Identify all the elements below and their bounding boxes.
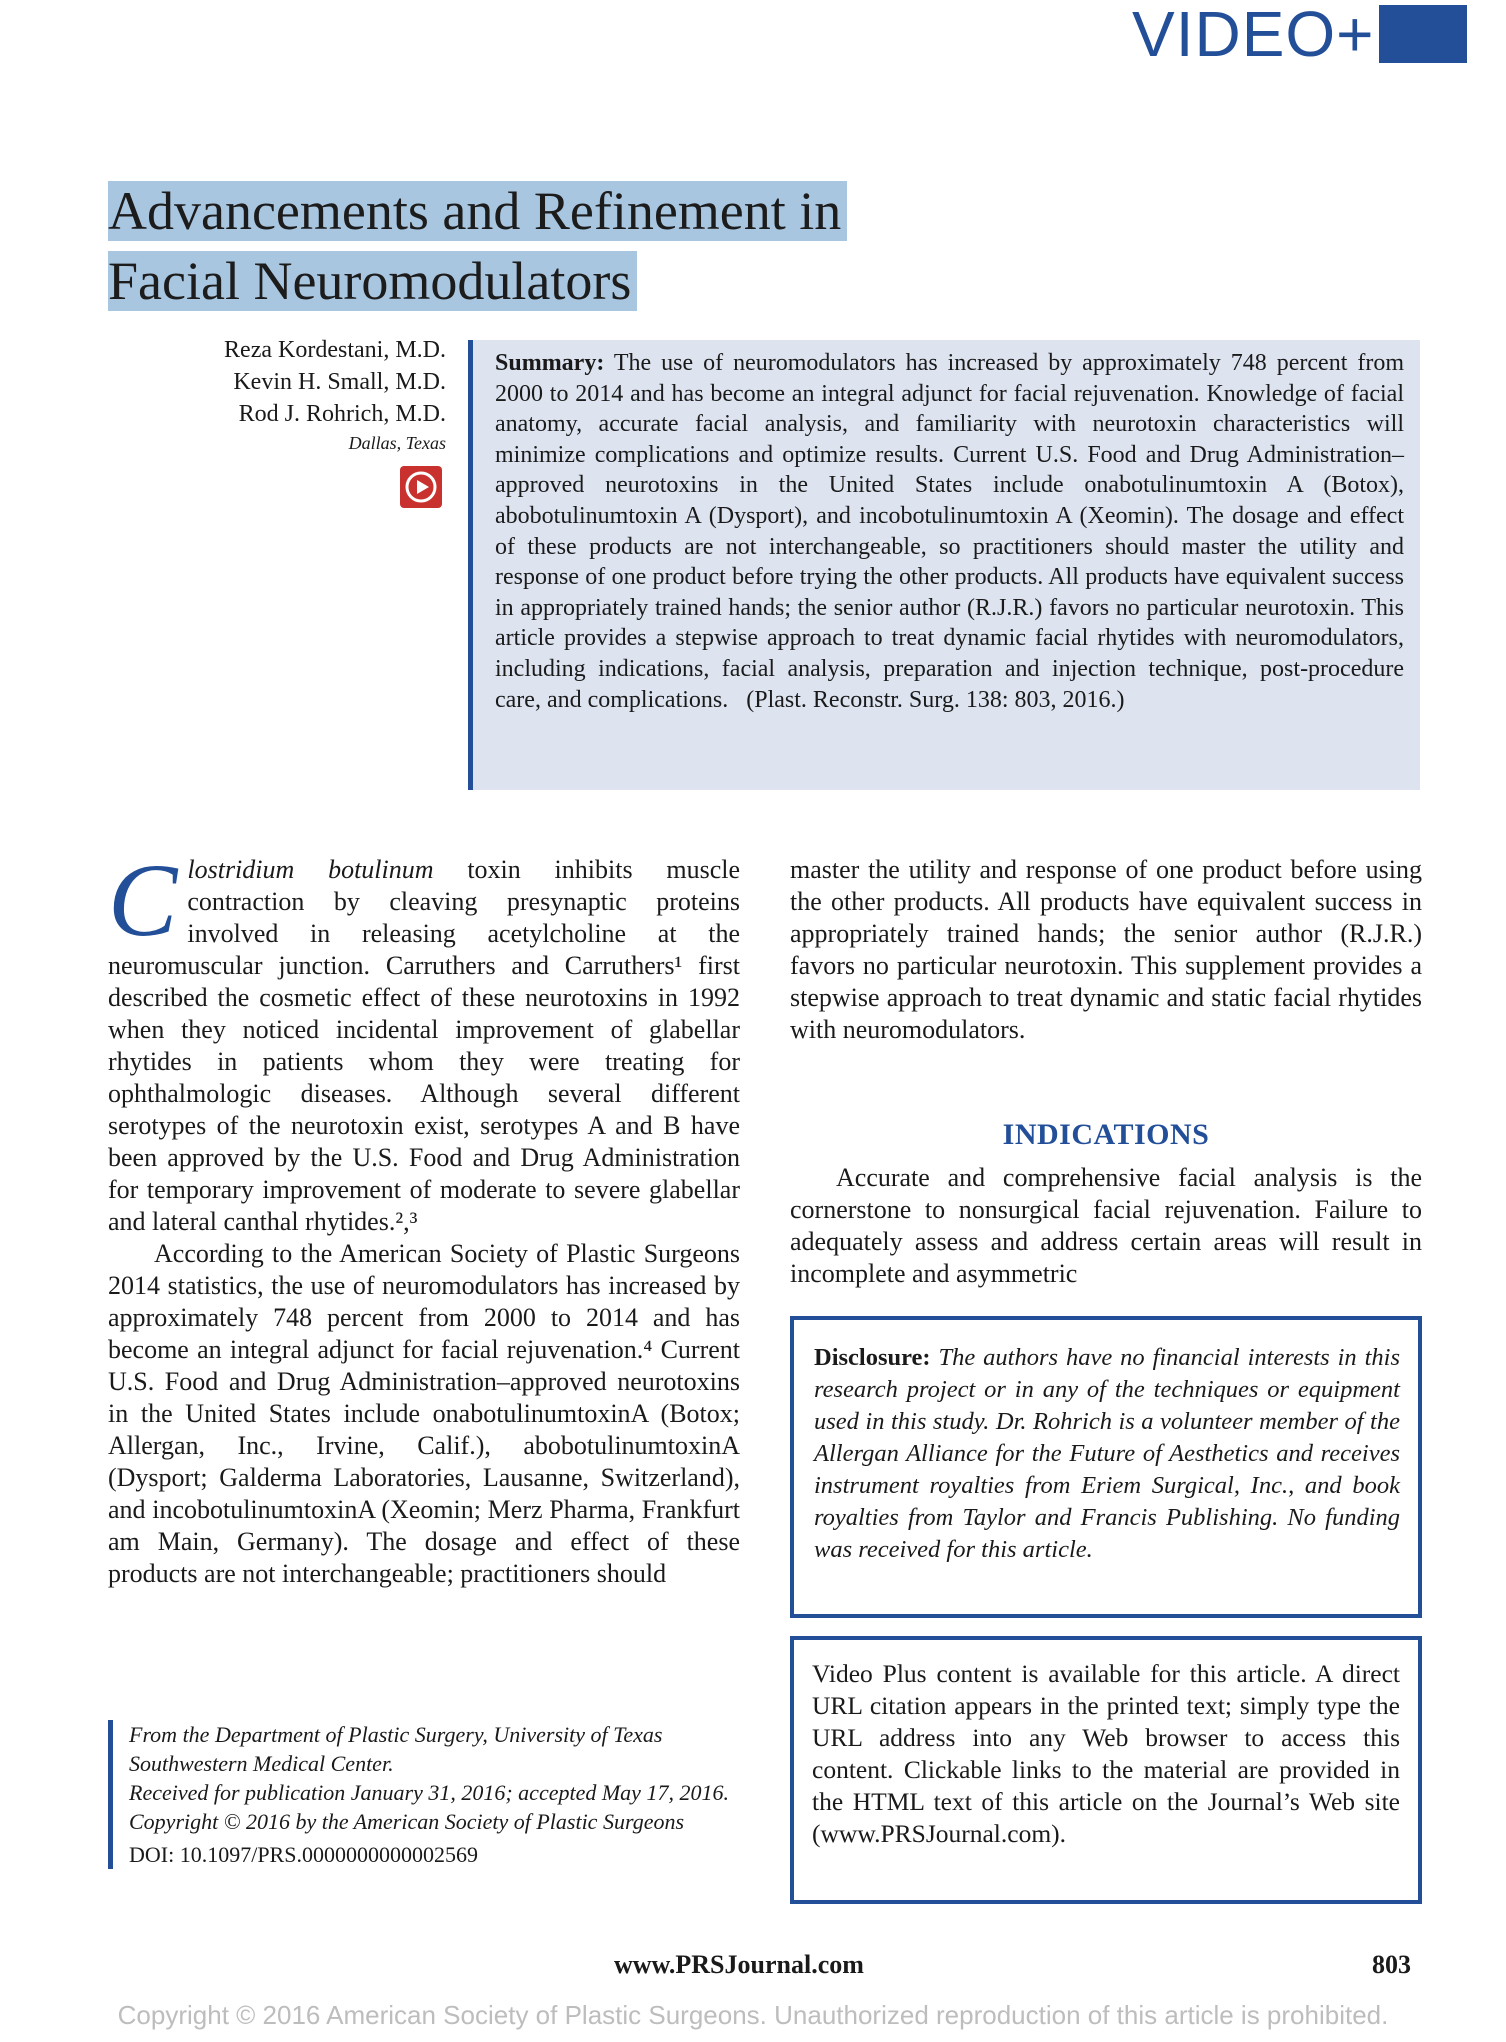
video-plus-text: Video Plus content is available for this article. A direct URL citation appears in the printed text; simply type the URL address into any Web browser to access this content. Clickable links to the material are provided in the HTML text of this article on the Journal’s Web site (www.PRSJournal.com). [812, 1659, 1400, 1848]
author-location: Dallas, Texas [348, 433, 446, 453]
affiliation-footnote [108, 1720, 748, 1869]
paragraph: Accurate and comprehensive facial analysis is the cornerstone to nonsurgical facial rejuvenation. Failure to adequately assess and address certain areas will result in incomplete and asymmetric [790, 1163, 1422, 1288]
title-line-1: Advancements and Refinement in [108, 181, 847, 241]
summary-label: Summary: [495, 350, 605, 376]
summary-citation: (Plast. Reconstr. Surg. 138: 803, 2016.) [746, 686, 1125, 713]
author-name: Reza Kordestani, M.D. [224, 337, 446, 363]
title-line-2: Facial Neuromodulators [108, 251, 637, 311]
author-list [140, 334, 446, 456]
summary-text [473, 340, 1420, 715]
video-plus-badge [1132, 0, 1467, 70]
copyright-notice: Copyright © 2016 American Society of Plastic Surgeons. Unauthorized reproduction of this article is prohibited. [117, 2000, 1389, 2030]
drop-cap: C [108, 843, 178, 958]
journal-url[interactable]: www.PRSJournal.com [614, 1950, 864, 1979]
disclosure-text [794, 1320, 1418, 1566]
affiliation-copyright: Copyright © 2016 by the American Society of Plastic Surgeons [129, 1809, 685, 1834]
summary-body: The use of neuromodulators has increased by approximately 748 percent from 2000 to 2014 and has become an integral adjunct for facial rejuvenation. Knowledge of facial anatomy, accurate facial analysis, and familiarity with neurotoxin characteristics will minimize complications and optimize results. Current U.S. Food and Drug Administration–approved neurotoxins in the United States include onabotulinumtoxin A (Botox), abobotulinumtoxin A (Dysport), and incobotulinumtoxin A (Xeomin). The dosage and effect of these products are not interchangeable, so practitioners should master the utility and response of one product before trying the other products. All products have equivalent success in appropriately trained hands; the senior author (R.J.R.) favors no particular neurotoxin. This article provides a stepwise approach to treat dynamic facial rhytides with neuromodulators, including indications, facial analysis, preparation and injection technique, post-procedure care, and complications. [495, 350, 1404, 713]
paragraph-text: toxin inhibits muscle contraction by cleaving presynaptic proteins involved in releasing acetylcholine at the neuromuscular junction. Carruthers and Carruthers¹ first described the cosmetic effect of these neurotoxins in 1992 when they noticed incidental improvement of glabellar rhytides in patients whom they were treating for ophthalmologic diseases. Although several different serotypes of the neurotoxin exist, serotypes A and B have been approved by the U.S. Food and Drug Administration for temporary improvement of moderate to severe glabellar and lateral canthal rhytides.²,³ [108, 855, 741, 1236]
summary-box [468, 340, 1420, 790]
paragraph: master the utility and response of one product before using the other products. All products have equivalent success in appropriately trained hands; the senior author (R.J.R.) favors no particular neurotoxin. This supplement provides a stepwise approach to treat dynamic and static facial rhytides with neuromodulators. [790, 855, 1422, 1044]
body-column-left [108, 843, 741, 1590]
play-video-icon[interactable] [400, 466, 442, 508]
affiliation-received: Received for publication January 31, 2016; accepted May 17, 2016. [129, 1780, 729, 1805]
badge-block [1379, 5, 1467, 63]
disclosure-box [790, 1316, 1422, 1618]
disclosure-label: Disclosure: [814, 1344, 931, 1371]
page-number: 803 [1372, 1950, 1411, 1979]
affiliation-dept: From the Department of Plastic Surgery, University of Texas Southwestern Medical Center. [129, 1722, 663, 1776]
section-heading: INDICATIONS [1002, 1118, 1210, 1151]
author-name: Rod J. Rohrich, M.D. [238, 401, 446, 427]
paragraph: According to the American Society of Plastic Surgeons 2014 statistics, the use of neuromodulators has increased by approximately 748 percent from 2000 to 2014 and has become an integral adjunct for facial rejuvenation.⁴ Current U.S. Food and Drug Administration–approved neurotoxins in the United States include onabotulinumtoxinA (Botox; Allergan, Inc., Irvine, Calif.), abobotulinumtoxinA (Dysport; Galderma Laboratories, Lausanne, Switzerland), and incobotulinumtoxinA (Xeomin; Merz Pharma, Frankfurt am Main, Germany). The dosage and effect of these products are not interchangeable; practitioners should [108, 1239, 740, 1588]
organism-name: lostridium botulinum [187, 855, 434, 884]
author-name: Kevin H. Small, M.D. [233, 369, 446, 395]
paragraph [108, 843, 741, 1238]
article-title [108, 176, 1108, 316]
body-column-right-cont [790, 1162, 1422, 1290]
body-column-right [790, 854, 1422, 1046]
disclosure-body: The authors have no financial interests in this research project or in any of the techniques or equipment used in this study. Dr. Rohrich is a volunteer member of the Allergan Alliance for the Future of Aesthetics and receives instrument royalties from Eriem Surgical, Inc., and book royalties from Taylor and Francis Publishing. No funding was received for this article. [814, 1344, 1400, 1563]
doi[interactable]: DOI: 10.1097/PRS.0000000000002569 [129, 1842, 478, 1867]
video-plus-box [790, 1636, 1422, 1904]
badge-label: VIDEO+ [1132, 0, 1375, 70]
